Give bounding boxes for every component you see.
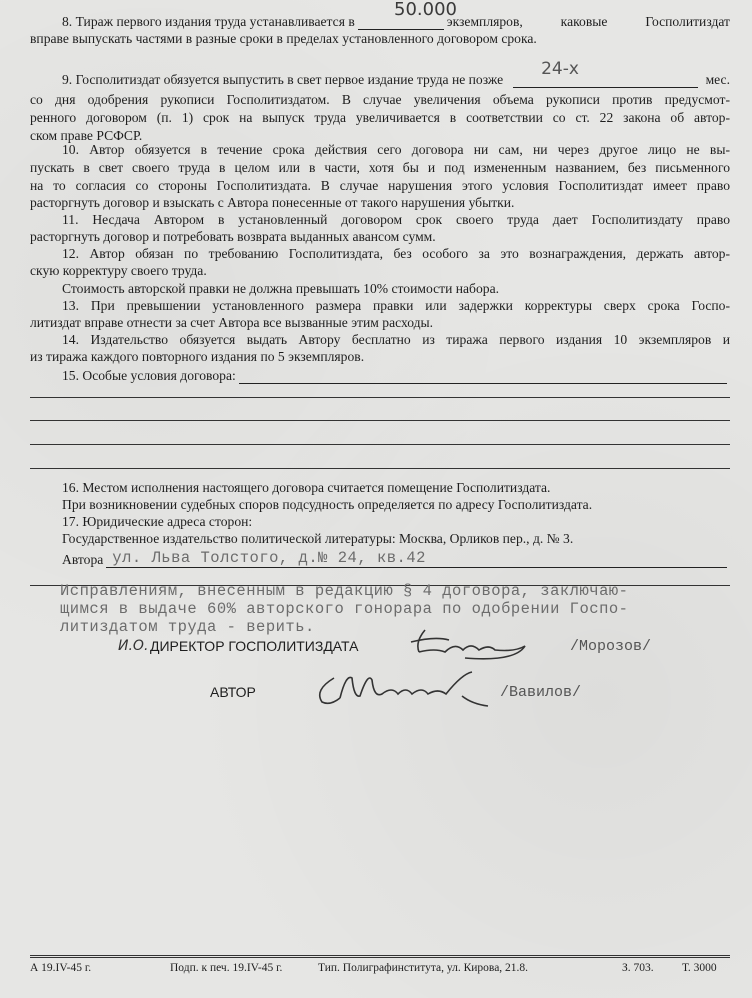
clause-9-text: 9. Госполитиздат обязуется выпустить в свет первое издание труда не позже bbox=[62, 72, 504, 87]
release-term-value: 24-х bbox=[541, 59, 579, 79]
clause-8-line-2: вправе выпускать частями в разные сроки в пределах установленного договором срока. bbox=[30, 31, 537, 46]
footer-order: З. 703. bbox=[622, 962, 654, 974]
clause-12-line-1: 12. Автор обязан по требованию Госполитиздата, без особого за это вознаграждения, держать автор- bbox=[62, 246, 730, 261]
clause-14-line-1: 14. Издательство обязуется выдать Автору бесплатно из тиража первого издания 10 экземпляров и bbox=[62, 332, 730, 347]
author-address-line bbox=[62, 549, 730, 568]
clause-9-line-3: ренного договором (п. 1) срок на выпуск труда увеличивается в соответствии со ст. 22 закона об автор- bbox=[30, 110, 730, 125]
publisher-address: Государственное издательство политической литературы: Москва, Орликов пер., д. № 3. bbox=[62, 531, 574, 546]
author-signature bbox=[312, 668, 502, 714]
clause-10-line-3: на то согласия со стороны Госполитиздата. В случае нарушения этого условия Госполитиздат имеет право bbox=[30, 178, 730, 193]
director-signature bbox=[405, 622, 535, 662]
release-term-field bbox=[513, 59, 697, 88]
special-conditions-line bbox=[30, 444, 730, 445]
acting-prefix: И.О. bbox=[118, 638, 149, 654]
clause-9-text-after: мес. bbox=[705, 72, 730, 87]
clause-14-line-2: из тиража каждого повторного издания по 5 экземпляров. bbox=[30, 349, 365, 364]
footer-rule bbox=[30, 955, 730, 958]
clause-9-line-1 bbox=[62, 59, 730, 88]
clause-11-line-2: расторгнуть договор и потребовать возврата выданных авансом сумм. bbox=[30, 229, 436, 244]
typed-note-line-3: литиздатом труда - верить. bbox=[60, 618, 315, 636]
clause-11-line-1: 11. Несдача Автором в установленный договором срок своего труда дает Госполитиздату право bbox=[62, 212, 730, 227]
special-conditions-field bbox=[239, 371, 727, 384]
special-conditions-line bbox=[30, 468, 730, 469]
print-run-field bbox=[358, 17, 444, 30]
clause-8-text: 8. Тираж первого издания труда устанавливается в bbox=[62, 14, 355, 29]
director-title: ДИРЕКТОР ГОСПОЛИТИЗДАТА bbox=[150, 638, 359, 654]
author-name: /Вавилов/ bbox=[500, 684, 582, 701]
clause-12-line-3: Стоимость авторской правки не должна превышать 10% стоимости набора. bbox=[62, 281, 500, 296]
clause-16-line-2: При возникновении судебных споров подсудность определяется по адресу Госполитиздата. bbox=[62, 497, 593, 512]
special-conditions-line bbox=[30, 420, 730, 421]
clause-8-line-1 bbox=[62, 14, 730, 30]
clause-10-line-4: расторгнуть договор и взыскать с Автора понесенные от такого нарушения убытки. bbox=[30, 195, 515, 210]
author-address-field bbox=[106, 549, 727, 568]
author-address-value: ул. Льва Толстого, д.№ 24, кв.42 bbox=[112, 549, 426, 567]
typed-note-line-1: Исправлениям, внесенным в редакцию § 4 договора, заключаю- bbox=[60, 582, 629, 600]
special-conditions-label: 15. Особые условия договора: bbox=[62, 368, 236, 383]
clause-10-line-2: пускать в свет своего труда в целом или в части, хотя бы и под измененным названием, без письменного bbox=[30, 160, 730, 175]
clause-10-line-1: 10. Автор обязуется в течение срока действия сего договора ни сам, ни через другое лицо не вы- bbox=[62, 142, 730, 157]
director-name: /Морозов/ bbox=[570, 638, 652, 655]
print-run-value: 50.000 bbox=[394, 0, 457, 20]
footer-signed: Подп. к печ. 19.IV-45 г. bbox=[170, 962, 283, 974]
clause-9-line-4: ском праве РСФСР. bbox=[30, 128, 143, 143]
clause-8-text-after: экземпляров, каковые Госполитиздат bbox=[446, 14, 730, 29]
typed-note-line-2: щимся в выдаче 60% авторского гонорара по одобрении Госпо- bbox=[60, 600, 629, 618]
footer-printer: Тип. Полиграфинститута, ул. Кирова, 21.8. bbox=[318, 962, 529, 974]
author-address-label: Автора bbox=[62, 552, 104, 567]
special-conditions-line bbox=[30, 397, 730, 398]
clause-13-line-2: литиздат вправе отнести за счет Автора все вызванные этим расходы. bbox=[30, 315, 434, 330]
clause-12-line-2: скую корректуру своего труда. bbox=[30, 263, 207, 278]
clause-9-line-2: со дня одобрения рукописи Госполитиздатом. В случае увеличения объема рукописи против предусмот- bbox=[30, 92, 730, 107]
footer-run: Т. 3000 bbox=[682, 962, 717, 974]
clause-13-line-1: 13. При превышении установленного размера правки или задержки корректуры сверх срока Госпо- bbox=[62, 298, 730, 313]
clause-15-line bbox=[62, 368, 730, 384]
clause-16-line-1: 16. Местом исполнения настоящего договора считается помещение Госполитиздата. bbox=[62, 480, 551, 495]
clause-17-label: 17. Юридические адреса сторон: bbox=[62, 514, 253, 529]
author-title: АВТОР bbox=[210, 684, 256, 700]
footer-left: А 19.IV-45 г. bbox=[30, 962, 92, 974]
